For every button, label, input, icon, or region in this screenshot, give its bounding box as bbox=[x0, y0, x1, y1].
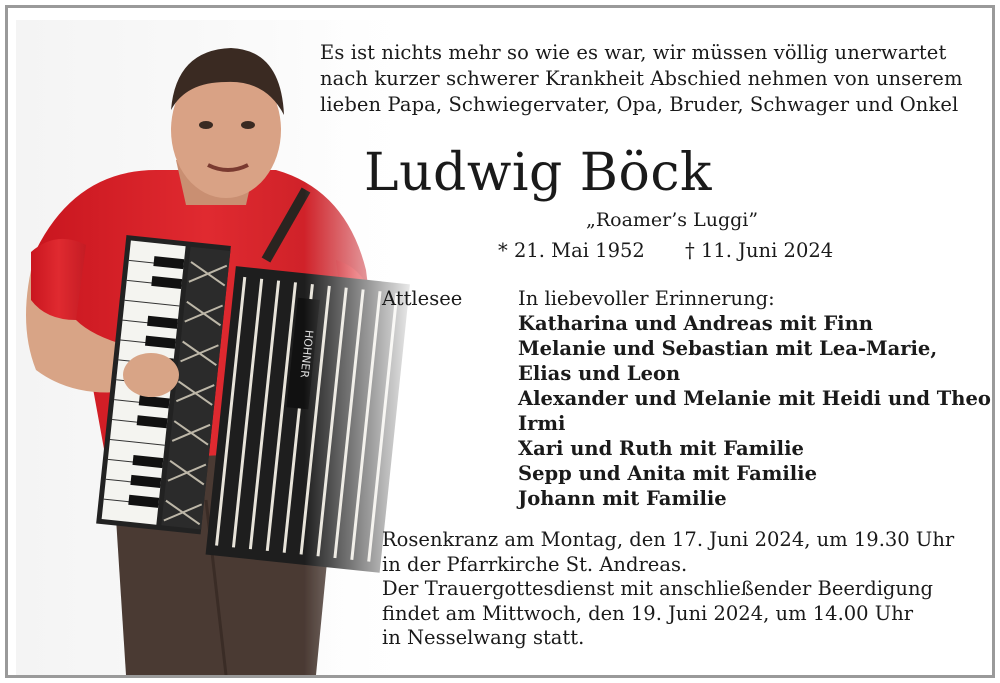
life-dates bbox=[498, 238, 898, 264]
mourner-line: Katharina und Andreas mit Finn bbox=[518, 312, 873, 335]
obituary-card bbox=[5, 5, 995, 678]
mourners-list bbox=[518, 286, 991, 511]
intro-line: lieben Papa, Schwiegervater, Opa, Bruder, Schwager und Onkel bbox=[320, 93, 959, 116]
nickname: „Roamer’s Luggi” bbox=[586, 209, 759, 231]
accordion-player-illustration bbox=[16, 20, 416, 675]
mourner-line: Elias und Leon bbox=[518, 362, 681, 385]
mourner-line: Alexander und Melanie mit Heidi und Theo bbox=[518, 387, 991, 410]
note-line: in Nesselwang statt. bbox=[382, 626, 585, 649]
note-line: Rosenkranz am Montag, den 17. Juni 2024, um 19.30 Uhr bbox=[382, 528, 955, 551]
mourner-line: Melanie und Sebastian mit Lea-Marie, bbox=[518, 337, 938, 360]
mourner-line: Irmi bbox=[518, 412, 566, 435]
death-date: † 11. Juni 2024 bbox=[685, 239, 834, 262]
deceased-name: Ludwig Böck bbox=[364, 143, 712, 203]
note-line: Der Trauergottesdienst mit anschließender Beerdigung bbox=[382, 577, 934, 600]
note-line: findet am Mittwoch, den 19. Juni 2024, um 14.00 Uhr bbox=[382, 601, 914, 625]
birth-date: * 21. Mai 1952 bbox=[498, 239, 645, 262]
mourner-line: Xari und Ruth mit Familie bbox=[518, 437, 804, 460]
intro-line: Es ist nichts mehr so wie es war, wir müssen völlig unerwartet bbox=[320, 41, 947, 64]
mourner-line: Johann mit Familie bbox=[518, 487, 727, 510]
service-notes bbox=[382, 528, 982, 651]
mourner-line: Sepp und Anita mit Familie bbox=[518, 462, 817, 485]
portrait-photo bbox=[16, 20, 416, 675]
place-name: Attlesee bbox=[382, 287, 463, 310]
intro-text bbox=[320, 40, 980, 118]
remembrance-lead: In liebevoller Erinnerung: bbox=[518, 287, 775, 310]
intro-line: nach kurzer schwerer Krankheit Abschied nehmen von unserem bbox=[320, 67, 963, 90]
note-line: in der Pfarrkirche St. Andreas. bbox=[382, 552, 688, 576]
